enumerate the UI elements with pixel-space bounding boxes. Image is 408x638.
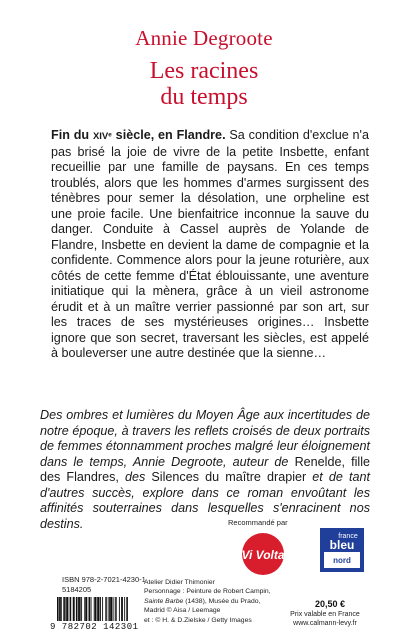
credits-line3-rest: (1438), Musée du Prado, xyxy=(183,597,261,605)
isbn-line: ISBN 978-2-7021-4230-1 xyxy=(62,575,146,584)
blurb-paragraph xyxy=(40,408,370,532)
barcode-bar xyxy=(95,597,97,621)
barcode-bar xyxy=(111,597,113,621)
barcode-bar xyxy=(65,597,66,621)
barcode-bar xyxy=(89,597,91,621)
france-bleu-top-text: france xyxy=(338,533,358,540)
book-title-line1: Les racines xyxy=(149,58,259,84)
barcode-bar xyxy=(74,597,75,621)
barcode-bar xyxy=(94,597,95,621)
synopsis-lead-before: Fin du xyxy=(51,128,93,142)
recommendation-label: Recommandé par xyxy=(228,518,288,527)
price-info xyxy=(270,610,380,628)
barcode-bar xyxy=(86,597,87,621)
synopsis-paragraph xyxy=(51,128,369,362)
barcode-bar xyxy=(105,597,106,621)
synopsis-lead xyxy=(51,128,226,142)
publisher-website: www.calmann-levy.fr xyxy=(293,620,357,627)
barcode-bar xyxy=(91,597,92,621)
barcode-bar xyxy=(106,597,107,621)
barcode-digits: 9 782702 142301 xyxy=(50,622,139,632)
france-bleu-bottom-text: nord xyxy=(333,556,351,565)
credits-line3 xyxy=(144,597,274,606)
blurb-book1: Renelde, fille des Flandres, xyxy=(40,454,370,484)
barcode-bar xyxy=(79,597,81,621)
barcode-bar xyxy=(97,597,98,621)
barcode-bar xyxy=(68,597,69,621)
credits-painting-title: Sainte Barbe xyxy=(144,597,184,605)
barcode-bar xyxy=(57,597,59,621)
barcode-bar xyxy=(121,597,122,621)
book-title-line2: du temps xyxy=(160,84,248,110)
vivolta-logo-text: Vi Volta xyxy=(241,548,285,562)
synopsis-body: Sa condition d'exclue n'a pas brisé la joie de vivre de la petite Insbette, enfant recueillie par une famille de paysans. En ces temps troublés, alors que les hommes d'armes surgissent des ténèbres pour semer la désolation, une orpheline est une proie facile. Une bienfaitrice inconnue la sauve du danger. Conduite à Cassel auprès de Yolande de Flandre, Insbette en devient la dame de compagnie et la confidente. Commence alors pour la jeune roturière, aux côtés de cette femme d'État éblouissante, une aventure initiatique qui la mènera, grâce à un vieil astronome érudit et à un maître verrier passionné par son art, sur les traces de ses mystérieuses origines… Insbette ignore que son secret, traversant les siècles, est appelé à bouleverser une autre destinée que la sienne… xyxy=(51,128,369,360)
synopsis-lead-after: siècle, en Flandre. xyxy=(111,128,226,142)
barcode-bar xyxy=(110,597,111,621)
blurb-part2: des xyxy=(125,470,146,484)
barcode-bar xyxy=(113,597,114,621)
barcode-bar xyxy=(59,597,60,621)
author-name: Annie Degroote xyxy=(135,26,273,50)
cover-credits xyxy=(144,578,274,625)
barcode-bars xyxy=(57,597,128,621)
vivolta-logo xyxy=(241,532,285,576)
barcode-bar xyxy=(84,597,85,621)
barcode-bar xyxy=(76,597,78,621)
barcode-bar xyxy=(70,597,72,621)
barcode-bar xyxy=(98,597,100,621)
barcode-bar xyxy=(78,597,79,621)
barcode-bar xyxy=(63,597,65,621)
credits-line5: et : © H. & D.Zielske / Getty Images xyxy=(144,616,252,624)
synopsis-lead-century: XIVᵉ xyxy=(92,131,112,142)
product-code: 5184205 xyxy=(62,585,92,594)
barcode-bar xyxy=(102,597,103,621)
barcode-bar xyxy=(115,597,116,621)
isbn-block xyxy=(62,575,146,595)
credits-line2: Personnage : Peinture de Robert Campin, xyxy=(144,588,271,596)
barcode-bar xyxy=(124,597,125,621)
barcode-bar xyxy=(126,597,128,621)
france-bleu-main-text: bleu xyxy=(329,538,355,552)
barcode-bar xyxy=(116,597,117,621)
credits-line4: Madrid © Aisa / Leemage xyxy=(144,607,221,615)
barcode-bar xyxy=(81,597,82,621)
barcode-bar xyxy=(100,597,101,621)
price-validity: Prix valable en France xyxy=(290,611,360,618)
france-bleu-nord-logo xyxy=(320,528,364,572)
price: 20,50 € xyxy=(314,599,346,609)
blurb-part1: Des ombres et lumières du Moyen Âge aux incertitudes de notre époque, à travers les reflets croisés de deux portraits de femmes étonnamment proches malgré leur éloignement dans le temps, Annie Degroote, auteur de xyxy=(40,408,370,469)
barcode-bar xyxy=(122,597,123,621)
credits-line1: Atelier Didier Thimonier xyxy=(144,579,215,586)
barcode-bar xyxy=(108,597,109,621)
barcode-bar xyxy=(60,597,62,621)
blurb-book2: Silences du maître drapier xyxy=(145,470,313,484)
barcode-bar xyxy=(119,597,120,621)
blurb-part3: et de tant d'autres succès, explore dans ce roman envoûtant les affinités souterraines dans lesquelles s'enracinent nos destins. xyxy=(40,470,371,531)
